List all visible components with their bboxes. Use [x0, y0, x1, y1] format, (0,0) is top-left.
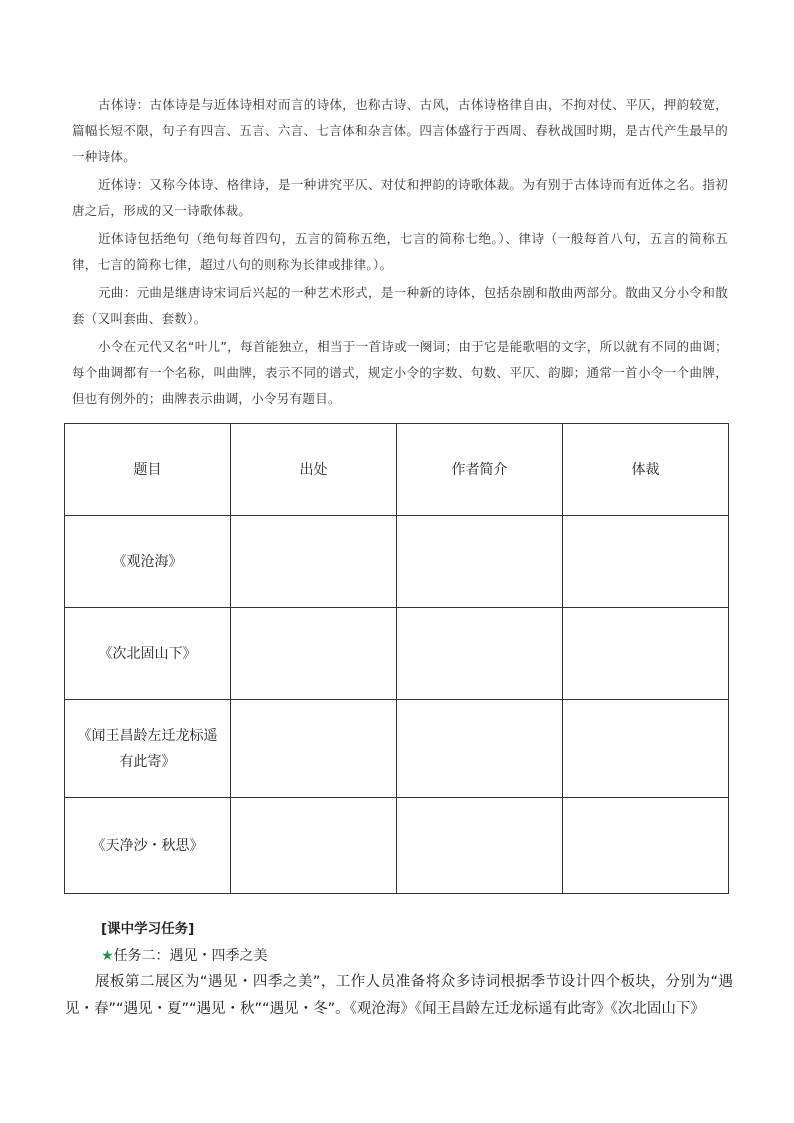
- poem-info-table: [64, 423, 729, 894]
- header-cell-author: 作者简介: [397, 424, 563, 516]
- star-icon: ★: [101, 948, 114, 964]
- table-row: [65, 516, 729, 608]
- table-row: [65, 700, 729, 798]
- table-row: [65, 608, 729, 700]
- paragraph-regulated-forms: 近体诗包括绝句（绝句每首四句，五言的简称五绝，七言的简称七绝。）、律诗（一般每首八句，五言的简称五律，七言的简称七律，超过八句的则称为长律或排律。）。: [72, 231, 728, 272]
- task-label: 任务二：遇见・四季之美: [113, 948, 268, 964]
- header-cell-genre: 体裁: [563, 424, 729, 516]
- poem-title-cell: 《天净沙・秋思》: [65, 798, 231, 894]
- poem-title-cell: 《次北固山下》: [65, 608, 231, 700]
- genre-input-cell[interactable]: [563, 608, 729, 700]
- header-cell-source: 出处: [231, 424, 397, 516]
- poem-title-cell: 《闻王昌龄左迁龙标遥有此寄》: [65, 700, 231, 798]
- task-description: 展板第二展区为“遇见・四季之美”，工作人员准备将众多诗词根据季节设计四个板块，分别为“遇见・春”“遇见・夏”“遇见・秋”“遇见・冬”。《观沧海》《闻王昌龄左迁龙标遥有此寄》《次北固山下》: [65, 974, 733, 1017]
- source-input-cell[interactable]: [231, 700, 397, 798]
- author-input-cell[interactable]: [397, 516, 563, 608]
- task-title: [101, 945, 268, 965]
- section-heading: [课中学习任务]: [101, 921, 195, 937]
- author-input-cell[interactable]: [397, 608, 563, 700]
- header-cell-title: 题目: [65, 424, 231, 516]
- paragraph-ancient-poetry: 古体诗：古体诗是与近体诗相对而言的诗体，也称古诗、古风，古体诗格律自由，不拘对仗、平仄，押韵较宽，篇幅长短不限，句子有四言、五言、六言、七言体和杂言体。四言体盛行于西周、春秋战国时期，是古代产生最早的一种诗体。: [72, 97, 728, 164]
- source-input-cell[interactable]: [231, 608, 397, 700]
- intro-section: [72, 92, 728, 414]
- paragraph-yuan-qu: 元曲：元曲是继唐诗宋词后兴起的一种艺术形式，是一种新的诗体，包括杂剧和散曲两部分。散曲又分小令和散套（又叫套曲、套数）。: [72, 285, 728, 326]
- source-input-cell[interactable]: [231, 798, 397, 894]
- source-input-cell[interactable]: [231, 516, 397, 608]
- table-row: [65, 798, 729, 894]
- genre-input-cell[interactable]: [563, 798, 729, 894]
- paragraph-xiaoling: 小令在元代又名“叶儿”，每首能独立，相当于一首诗或一阕词；由于它是能歌唱的文字，所以就有不同的曲调；每个曲调都有一个名称，叫曲牌，表示不同的谱式，规定小令的字数、句数、平仄、韵脚；通常一首小令一个曲牌，但也有例外的；曲牌表示曲调，小令另有题目。: [72, 339, 728, 406]
- genre-input-cell[interactable]: [563, 700, 729, 798]
- author-input-cell[interactable]: [397, 798, 563, 894]
- author-input-cell[interactable]: [397, 700, 563, 798]
- genre-input-cell[interactable]: [563, 516, 729, 608]
- paragraph-regulated-poetry: 近体诗：又称今体诗、格律诗，是一种讲究平仄、对仗和押韵的诗歌体裁。为有别于古体诗而有近体之名。指初唐之后，形成的又一诗歌体裁。: [72, 177, 728, 218]
- table-header-row: [65, 424, 729, 516]
- poem-title-cell: 《观沧海》: [65, 516, 231, 608]
